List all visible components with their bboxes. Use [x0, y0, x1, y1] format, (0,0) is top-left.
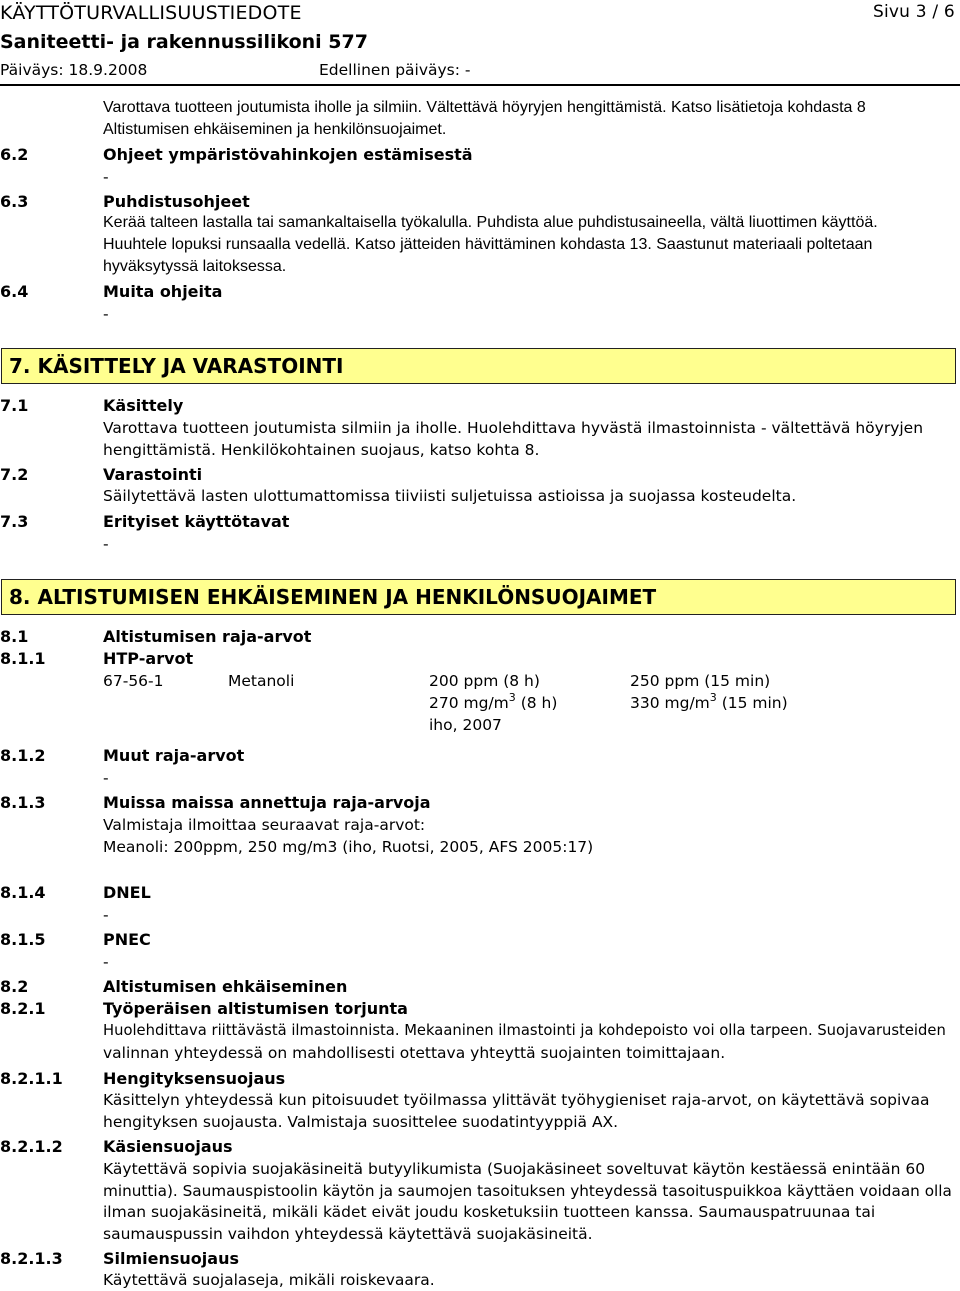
section-8-1-3-line2: Meanoli: 200ppm, 250 mg/m3 (iho, Ruotsi, 2005, AFS 2005:17) — [103, 838, 594, 856]
section-8-1-3-number: 8.1.3 — [0, 793, 46, 812]
section-8-heading: 8. ALTISTUMISEN EHKÄISEMINEN JA HENKILÖNSUOJAIMET — [9, 585, 657, 609]
section-7-1-line2: hengittämistä. Henkilökohtainen suojaus, katso kohta 8. — [103, 441, 540, 459]
section-6-3-title: Puhdistusohjeet — [103, 192, 250, 211]
section-8-2-1-line1: Huolehdittava riittävästä ilmastoinnista. Mekaaninen ilmastointi ja kohdepoisto voi olla tarpeen. Suojavarusteiden — [103, 1022, 946, 1039]
section-6-3-line1: Kerää talteen lastalla tai samankaltaisella työkalulla. Puhdista alue puhdistusaineella, vältä liuottimen käyttöä. — [103, 214, 878, 231]
section-8-2-1-1-line2: hengityksen suojausta. Valmistaja suosittelee suodatintyyppiä AX. — [103, 1113, 619, 1131]
section-7-3-number: 7.3 — [0, 512, 29, 531]
section-8-1-1-number: 8.1.1 — [0, 649, 46, 668]
header-divider — [0, 84, 960, 86]
htp-15min-ppm: 250 ppm (15 min) — [630, 672, 771, 690]
section-8-2-1-2-number: 8.2.1.2 — [0, 1137, 63, 1156]
section-8-2-title: Altistumisen ehkäiseminen — [103, 977, 348, 996]
section-8-1-2-number: 8.1.2 — [0, 746, 46, 765]
document-title: KÄYTTÖTURVALLISUUSTIEDOTE — [0, 2, 302, 24]
sec6-intro-line1: Varottava tuotteen joutumista iholle ja silmiin. Vältettävä höyryjen hengittämistä. Katso lisätietoja kohdasta 8 — [103, 99, 866, 116]
htp-15min-mg-exponent: 3 — [709, 691, 717, 704]
htp-8h-mg — [429, 692, 557, 714]
section-6-4-number: 6.4 — [0, 282, 29, 301]
section-8-1-1-title: HTP-arvot — [103, 649, 194, 668]
section-8-1-2-title: Muut raja-arvot — [103, 746, 245, 765]
htp-8h-ppm: 200 ppm (8 h) — [429, 672, 540, 690]
section-8-2-1-3-number: 8.2.1.3 — [0, 1249, 63, 1268]
htp-source: iho, 2007 — [429, 716, 502, 734]
htp-8h-mg-duration: (8 h) — [515, 694, 558, 712]
section-7-2-line1: Säilytettävä lasten ulottumattomissa tiiviisti suljetuissa astioissa ja suojassa kosteudelta. — [103, 487, 797, 505]
section-7-heading: 7. KÄSITTELY JA VARASTOINTI — [9, 354, 344, 378]
section-6-2-number: 6.2 — [0, 145, 29, 164]
section-7-3-title: Erityiset käyttötavat — [103, 512, 290, 531]
section-8-1-4-text: - — [103, 906, 109, 924]
section-6-2-text: - — [103, 168, 109, 186]
section-8-2-1-2-line3: ilman suojakäsineitä, mikäli kädet eivät joudu kosketuksiin tuotteen kanssa. Saumauspatruunaa tai — [103, 1203, 876, 1221]
section-7-banner — [1, 348, 956, 384]
section-8-1-5-number: 8.1.5 — [0, 930, 46, 949]
section-8-1-3-title: Muissa maissa annettuja raja-arvoja — [103, 793, 431, 812]
section-8-2-1-line2: valinnan yhteydessä on mahdollisesti otettava yhteyttä suojainten toimittajaan. — [103, 1044, 726, 1062]
section-8-2-1-number: 8.2.1 — [0, 999, 46, 1018]
section-8-1-2-text: - — [103, 769, 109, 787]
section-8-2-1-3-line1: Käytettävä suojalaseja, mikäli roiskevaara. — [103, 1271, 435, 1289]
section-8-1-3-line1: Valmistaja ilmoittaa seuraavat raja-arvot: — [103, 816, 426, 834]
sec6-intro-line2: Altistumisen ehkäiseminen ja henkilönsuojaimet. — [103, 121, 447, 138]
section-8-1-title: Altistumisen raja-arvot — [103, 627, 312, 646]
section-6-3-line3: hyväksytyssä laitoksessa. — [103, 258, 287, 275]
htp-8h-mg-exponent: 3 — [508, 691, 516, 704]
htp-substance-name: Metanoli — [228, 672, 295, 690]
section-6-3-line2: Huuhtele lopuksi runsaalla vedellä. Katso jätteiden hävittäminen kohdasta 13. Saastunut materiaali poltetaan — [103, 236, 873, 253]
section-8-banner — [1, 579, 956, 615]
section-7-2-title: Varastointi — [103, 465, 203, 484]
htp-15min-mg-value: 330 mg/m — [630, 694, 710, 712]
section-8-2-1-2-line1: Käytettävä sopivia suojakäsineitä butyylikumista (Suojakäsineet soveltuvat käytön kestäessä enintään 60 — [103, 1160, 926, 1178]
product-name: Saniteetti- ja rakennussilikoni 577 — [0, 31, 368, 53]
page-number: Sivu 3 / 6 — [873, 2, 955, 22]
section-8-2-number: 8.2 — [0, 977, 29, 996]
section-8-1-4-number: 8.1.4 — [0, 883, 46, 902]
section-8-2-1-1-title: Hengityksensuojaus — [103, 1069, 286, 1088]
section-7-1-line1: Varottava tuotteen joutumista silmiin ja iholle. Huolehdittava hyvästä ilmastoinnista - vältettävä höyryjen — [103, 419, 924, 437]
section-6-2-title: Ohjeet ympäristövahinkojen estämisestä — [103, 145, 473, 164]
htp-8h-mg-value: 270 mg/m — [429, 694, 509, 712]
section-8-2-1-1-number: 8.2.1.1 — [0, 1069, 63, 1088]
section-7-2-number: 7.2 — [0, 465, 29, 484]
htp-15min-mg-duration: (15 min) — [716, 694, 788, 712]
section-8-1-4-title: DNEL — [103, 883, 151, 902]
section-8-1-5-text: - — [103, 953, 109, 971]
htp-15min-mg — [630, 692, 788, 714]
section-6-3-number: 6.3 — [0, 192, 29, 211]
section-6-4-text: - — [103, 305, 109, 323]
previous-date: Edellinen päiväys: - — [319, 61, 471, 79]
section-7-1-title: Käsittely — [103, 396, 184, 415]
section-8-2-1-2-line4: saumauspussin vaihdon yhteydessä käytettävä suojakäsineitä. — [103, 1225, 593, 1243]
section-8-2-1-2-line2: minuttia). Saumauspistoolin käytön ja saumojen tasoituksen yhteydessä tasoituspuikkoa käyttäen voidaan olla — [103, 1182, 952, 1200]
section-8-1-5-title: PNEC — [103, 930, 151, 949]
section-8-2-1-2-title: Käsiensuojaus — [103, 1137, 233, 1156]
section-8-1-number: 8.1 — [0, 627, 29, 646]
htp-cas-number: 67-56-1 — [103, 672, 164, 690]
issue-date: Päiväys: 18.9.2008 — [0, 61, 148, 79]
section-7-3-text: - — [103, 535, 109, 553]
section-6-4-title: Muita ohjeita — [103, 282, 223, 301]
section-8-2-1-3-title: Silmiensuojaus — [103, 1249, 239, 1268]
section-8-2-1-1-line1: Käsittelyn yhteydessä kun pitoisuudet työilmassa ylittävät työhygieniset raja-arvot, on käytettävä sopivaa — [103, 1091, 930, 1109]
section-8-2-1-title: Työperäisen altistumisen torjunta — [103, 999, 408, 1018]
section-7-1-number: 7.1 — [0, 396, 29, 415]
